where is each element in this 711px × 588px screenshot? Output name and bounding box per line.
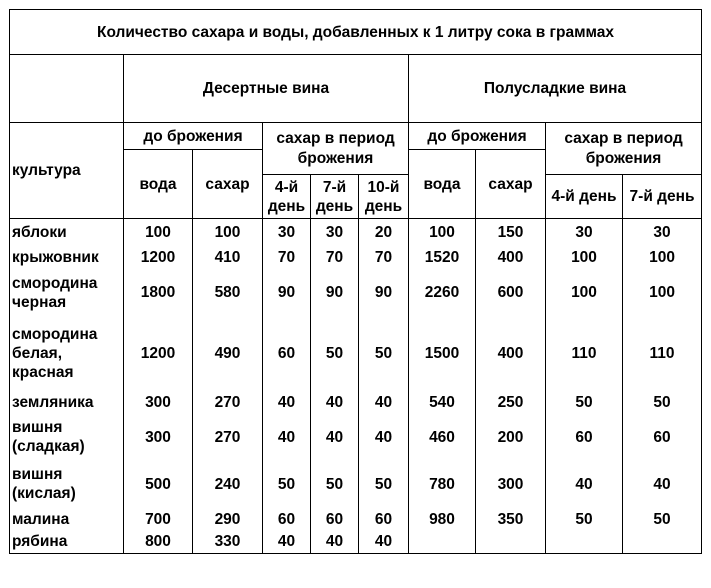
dessert-sugar-value: 100	[193, 219, 263, 246]
crop-name: крыжовник	[10, 246, 124, 270]
dessert-day4-value: 70	[263, 246, 311, 270]
dessert-water-value: 1200	[124, 246, 193, 270]
table-row	[10, 246, 702, 270]
dessert-water-value: 1200	[124, 316, 193, 391]
dessert-day4-value: 60	[263, 508, 311, 531]
dessert-water-value: 500	[124, 461, 193, 508]
dessert-day7-value: 70	[311, 246, 359, 270]
table-row	[10, 461, 702, 508]
crop-name: вишня (сладкая)	[10, 414, 124, 461]
dessert-day7-value: 30	[311, 219, 359, 246]
semisweet-day4-value: 100	[546, 246, 623, 270]
semisweet-sugar-value: 350	[476, 508, 546, 531]
semisweet-day7-value: 40	[623, 461, 702, 508]
semisweet-day4-value: 110	[546, 316, 623, 391]
dessert-day4-value: 30	[263, 219, 311, 246]
semisweet-sugar-value: 400	[476, 316, 546, 391]
semisweet-day4-value: 50	[546, 508, 623, 531]
header-dessert-day10: 10-й день	[359, 175, 409, 219]
header-semisweet-sugar-during: сахар в период брожения	[546, 123, 702, 175]
sugar-water-table	[9, 9, 702, 554]
dessert-day4-value: 40	[263, 414, 311, 461]
crop-name: земляника	[10, 391, 124, 414]
dessert-water-value: 800	[124, 531, 193, 554]
semisweet-day7-value: 100	[623, 246, 702, 270]
group-dessert-wines: Десертные вина	[124, 55, 409, 123]
dessert-sugar-value: 330	[193, 531, 263, 554]
dessert-day4-value: 90	[263, 270, 311, 316]
dessert-sugar-value: 410	[193, 246, 263, 270]
dessert-sugar-value: 240	[193, 461, 263, 508]
header-crop: культура	[10, 123, 124, 219]
semisweet-sugar-value: 150	[476, 219, 546, 246]
table-row	[10, 316, 702, 391]
header-semisweet-sugar: сахар	[476, 150, 546, 219]
semisweet-water-value: 540	[409, 391, 476, 414]
group-semisweet-wines: Полусладкие вина	[409, 55, 702, 123]
dessert-day10-value: 50	[359, 316, 409, 391]
semisweet-water-value: 460	[409, 414, 476, 461]
dessert-day4-value: 60	[263, 316, 311, 391]
dessert-day7-value: 40	[311, 414, 359, 461]
dessert-sugar-value: 490	[193, 316, 263, 391]
header-dessert-before-fermentation: до брожения	[124, 123, 263, 150]
crop-name: малина	[10, 508, 124, 531]
crop-name: рябина	[10, 531, 124, 554]
dessert-water-value: 700	[124, 508, 193, 531]
dessert-day4-value: 40	[263, 531, 311, 554]
dessert-day7-value: 40	[311, 531, 359, 554]
semisweet-day7-value: 100	[623, 270, 702, 316]
empty-header-cell	[10, 55, 124, 123]
dessert-day10-value: 40	[359, 414, 409, 461]
table-row	[10, 531, 702, 554]
dessert-day10-value: 60	[359, 508, 409, 531]
crop-name: смородина черная	[10, 270, 124, 316]
semisweet-water-value: 2260	[409, 270, 476, 316]
crop-name: смородина белая, красная	[10, 316, 124, 391]
dessert-day10-value: 40	[359, 391, 409, 414]
dessert-day7-value: 90	[311, 270, 359, 316]
semisweet-sugar-value: 300	[476, 461, 546, 508]
header-dessert-sugar: сахар	[193, 150, 263, 219]
header-dessert-day7: 7-й день	[311, 175, 359, 219]
semisweet-water-value: 980	[409, 508, 476, 531]
semisweet-water-value: 780	[409, 461, 476, 508]
dessert-water-value: 300	[124, 414, 193, 461]
header-dessert-sugar-during: сахар в период брожения	[263, 123, 409, 175]
semisweet-sugar-value: 250	[476, 391, 546, 414]
dessert-day10-value: 90	[359, 270, 409, 316]
table-row	[10, 414, 702, 461]
header-dessert-day4: 4-й день	[263, 175, 311, 219]
semisweet-day7-value: 110	[623, 316, 702, 391]
dessert-day10-value: 40	[359, 531, 409, 554]
semisweet-day7-value: 50	[623, 508, 702, 531]
semisweet-sugar-value: 400	[476, 246, 546, 270]
semisweet-sugar-value: 600	[476, 270, 546, 316]
dessert-day10-value: 70	[359, 246, 409, 270]
semisweet-day4-value: 100	[546, 270, 623, 316]
table-row	[10, 270, 702, 316]
dessert-day7-value: 40	[311, 391, 359, 414]
dessert-day10-value: 20	[359, 219, 409, 246]
semisweet-day4-value: 60	[546, 414, 623, 461]
semisweet-water-value: 100	[409, 219, 476, 246]
dessert-day4-value: 40	[263, 391, 311, 414]
table-row	[10, 219, 702, 246]
crop-name: вишня (кислая)	[10, 461, 124, 508]
semisweet-day7-value: 30	[623, 219, 702, 246]
semisweet-sugar-value	[476, 531, 546, 554]
crop-name: яблоки	[10, 219, 124, 246]
semisweet-water-value: 1520	[409, 246, 476, 270]
table-title: Количество сахара и воды, добавленных к 1 литру сока в граммах	[10, 10, 702, 55]
dessert-day4-value: 50	[263, 461, 311, 508]
semisweet-day4-value	[546, 531, 623, 554]
semisweet-day7-value	[623, 531, 702, 554]
dessert-sugar-value: 580	[193, 270, 263, 316]
semisweet-sugar-value: 200	[476, 414, 546, 461]
semisweet-day4-value: 40	[546, 461, 623, 508]
semisweet-day4-value: 50	[546, 391, 623, 414]
semisweet-water-value	[409, 531, 476, 554]
table-row	[10, 508, 702, 531]
header-dessert-water: вода	[124, 150, 193, 219]
semisweet-water-value: 1500	[409, 316, 476, 391]
table-row	[10, 391, 702, 414]
dessert-day7-value: 50	[311, 461, 359, 508]
semisweet-day7-value: 60	[623, 414, 702, 461]
dessert-sugar-value: 270	[193, 414, 263, 461]
header-semisweet-day7: 7-й день	[623, 175, 702, 219]
header-semisweet-water: вода	[409, 150, 476, 219]
semisweet-day7-value: 50	[623, 391, 702, 414]
dessert-sugar-value: 290	[193, 508, 263, 531]
dessert-day10-value: 50	[359, 461, 409, 508]
dessert-day7-value: 60	[311, 508, 359, 531]
dessert-water-value: 1800	[124, 270, 193, 316]
header-semisweet-before-fermentation: до брожения	[409, 123, 546, 150]
dessert-water-value: 100	[124, 219, 193, 246]
semisweet-day4-value: 30	[546, 219, 623, 246]
header-semisweet-day4: 4-й день	[546, 175, 623, 219]
dessert-day7-value: 50	[311, 316, 359, 391]
dessert-sugar-value: 270	[193, 391, 263, 414]
dessert-water-value: 300	[124, 391, 193, 414]
